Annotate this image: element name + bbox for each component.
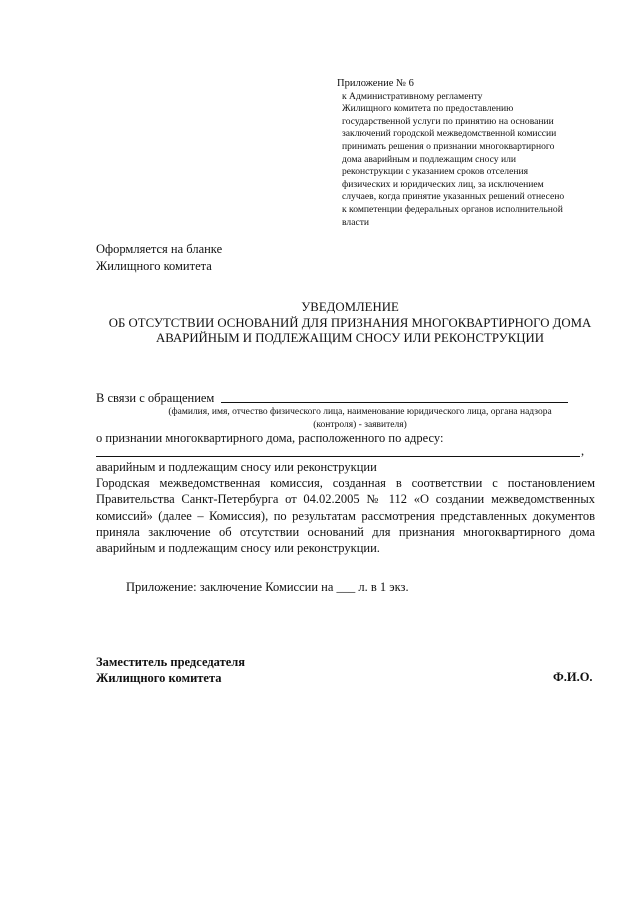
annex-line: Жилищного комитета по предоставлению [342, 103, 514, 115]
letterhead-note [96, 241, 222, 274]
letterhead-note-line: Жилищного комитета [96, 258, 212, 273]
appeal-caption-line: (фамилия, имя, отчество физического лица, наименование юридического лица, органа надзора [168, 407, 552, 417]
address-comma: , [581, 444, 585, 458]
body-paragraph: Городская межведомственная комиссия, созданная в соответствии с постановлением Правительства Санкт-Петербурга от 04.02.2005 № 112 «О создании межведомственных комиссий» (далее – Комиссия), по результатам рассмотрения представленных документов приняла заключение об отсутствии оснований для признания многоквартирного дома аварийным и подлежащим сносу или реконструкции. [96, 476, 595, 556]
signature-title [96, 655, 245, 686]
letterhead-note-line: Оформляется на бланке [96, 242, 223, 256]
document-heading [90, 300, 610, 347]
annex-line: к Административному регламенту [342, 90, 483, 102]
signature-line: Заместитель председателя [96, 655, 246, 669]
annex-body [337, 91, 599, 230]
appeal-caption-line: (контроля) - заявителя) [313, 419, 407, 430]
attachment-note: Приложение: заключение Комиссии на ___ л. в 1 экз. [126, 580, 409, 594]
annex-line: к компетенции федеральных органов исполнительной [342, 203, 563, 215]
appeal-label: В связи с обращением [96, 391, 215, 405]
annex-block [337, 78, 599, 229]
annex-line: государственной услуги по принятию на основании [342, 115, 554, 127]
annex-line: принимать решения о признании многоквартирного [342, 140, 555, 152]
annex-line: реконструкции с указанием сроков отселения [342, 166, 529, 178]
appeal-caption [150, 406, 570, 431]
annex-line: дома аварийным и подлежащим сносу или [342, 153, 516, 165]
annex-title: Приложение № 6 [337, 78, 414, 89]
signature-fio: Ф.И.О. [553, 670, 593, 684]
signature-line: Жилищного комитета [96, 670, 222, 685]
annex-line: заключений городской межведомственной комиссии [342, 128, 557, 140]
annex-line: власти [342, 216, 370, 228]
notice-body [96, 459, 595, 556]
annex-line: физических и юридических лиц, за исключением [342, 178, 544, 190]
appeal-blank-line[interactable] [221, 402, 568, 403]
body-line: аварийным и подлежащим сносу или реконструкции [96, 460, 377, 474]
heading-subtitle: АВАРИЙНЫМ И ПОДЛЕЖАЩИМ СНОСУ ИЛИ РЕКОНСТРУКЦИИ [155, 331, 544, 345]
annex-line: случаев, когда принятие указанных решений отнесено [342, 191, 565, 203]
address-label: о признании многоквартирного дома, расположенного по адресу: [96, 431, 444, 445]
address-blank-line[interactable] [96, 456, 580, 457]
heading-subtitle: ОБ ОТСУТСТВИИ ОСНОВАНИЙ ДЛЯ ПРИЗНАНИЯ МНОГОКВАРТИРНОГО ДОМА [108, 315, 592, 330]
heading-title: УВЕДОМЛЕНИЕ [301, 300, 399, 314]
